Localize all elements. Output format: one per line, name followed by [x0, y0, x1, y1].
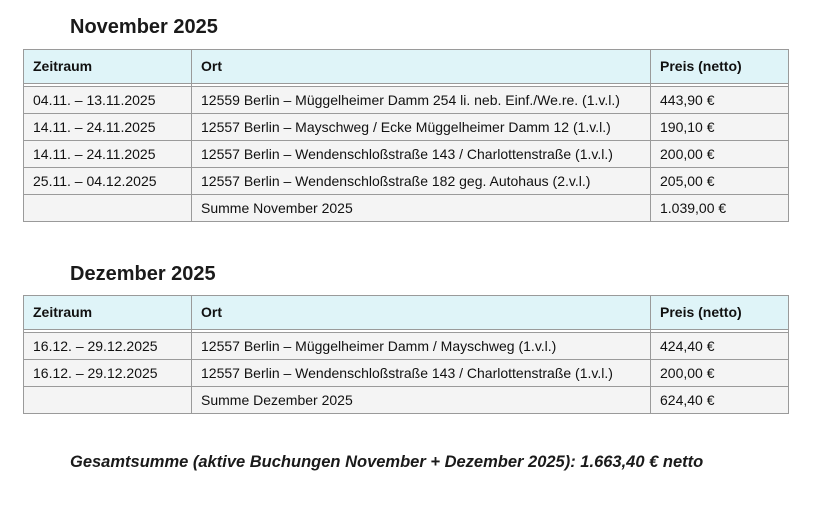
sum-value: 624,40 €	[651, 387, 789, 414]
cell-preis: 424,40 €	[651, 333, 789, 360]
cell-zeitraum: 14.11. – 24.11.2025	[24, 141, 192, 168]
cell-preis: 200,00 €	[651, 141, 789, 168]
cell-zeitraum: 14.11. – 24.11.2025	[24, 114, 192, 141]
table-row	[24, 114, 789, 141]
header-zeitraum: Zeitraum	[24, 296, 192, 330]
cell-preis: 190,10 €	[651, 114, 789, 141]
cell-ort: 12557 Berlin – Wendenschloßstraße 182 geg. Autohaus (2.v.l.)	[192, 168, 651, 195]
cell-empty	[24, 387, 192, 414]
cell-zeitraum: 16.12. – 29.12.2025	[24, 333, 192, 360]
sum-value: 1.039,00 €	[651, 195, 789, 222]
header-ort: Ort	[192, 50, 651, 84]
sum-label: Summe November 2025	[192, 195, 651, 222]
table-row	[24, 360, 789, 387]
cell-preis: 200,00 €	[651, 360, 789, 387]
cell-zeitraum: 16.12. – 29.12.2025	[24, 360, 192, 387]
cell-zeitraum: 25.11. – 04.12.2025	[24, 168, 192, 195]
table-header-row	[24, 296, 789, 330]
cell-preis: 205,00 €	[651, 168, 789, 195]
dezember-bookings-table	[23, 295, 789, 414]
cell-ort: 12557 Berlin – Wendenschloßstraße 143 / Charlottenstraße (1.v.l.)	[192, 360, 651, 387]
header-ort: Ort	[192, 296, 651, 330]
dezember-heading: Dezember 2025	[70, 263, 216, 285]
sum-label: Summe Dezember 2025	[192, 387, 651, 414]
cell-zeitraum: 04.11. – 13.11.2025	[24, 87, 192, 114]
cell-ort: 12557 Berlin – Wendenschloßstraße 143 / Charlottenstraße (1.v.l.)	[192, 141, 651, 168]
sum-row	[24, 387, 789, 414]
table-row	[24, 87, 789, 114]
table-row	[24, 168, 789, 195]
header-preis: Preis (netto)	[651, 50, 789, 84]
cell-empty	[24, 195, 192, 222]
cell-ort: 12557 Berlin – Mayschweg / Ecke Müggelheimer Damm 12 (1.v.l.)	[192, 114, 651, 141]
table-row	[24, 141, 789, 168]
table-row	[24, 333, 789, 360]
header-preis: Preis (netto)	[651, 296, 789, 330]
cell-ort: 12557 Berlin – Müggelheimer Damm / Mayschweg (1.v.l.)	[192, 333, 651, 360]
november-bookings-table	[23, 49, 789, 222]
grand-total-text: Gesamtsumme (aktive Buchungen November + Dezember 2025): 1.663,40 € netto	[70, 453, 704, 471]
cell-preis: 443,90 €	[651, 87, 789, 114]
cell-ort: 12559 Berlin – Müggelheimer Damm 254 li. neb. Einf./We.re. (1.v.l.)	[192, 87, 651, 114]
november-heading: November 2025	[70, 16, 218, 38]
sum-row	[24, 195, 789, 222]
table-header-row	[24, 50, 789, 84]
header-zeitraum: Zeitraum	[24, 50, 192, 84]
